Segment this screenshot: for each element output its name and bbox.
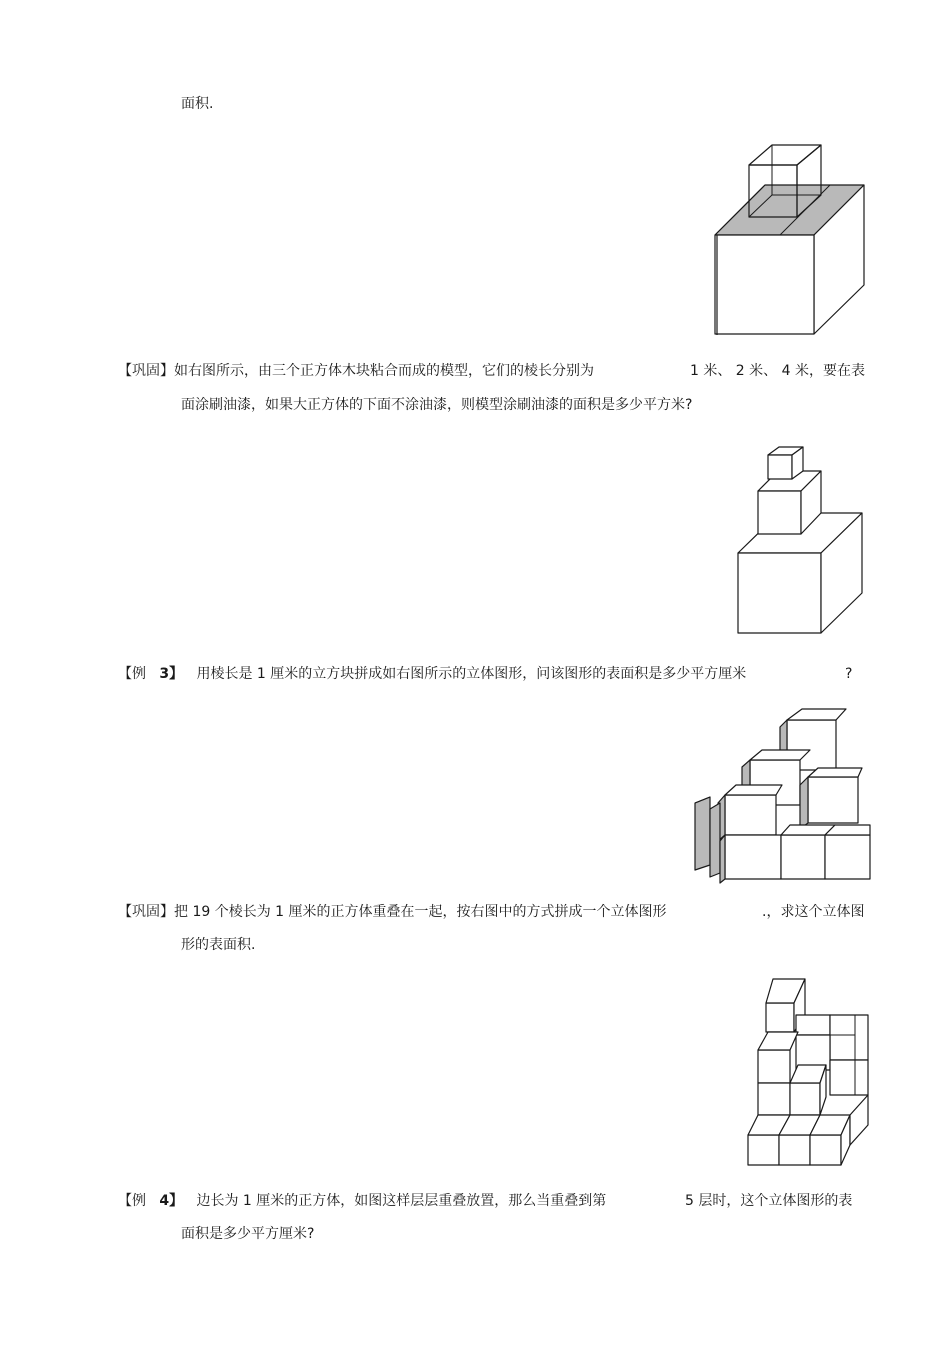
figure-nineteen-cube-stack [740,975,880,1170]
small-cube-front [768,455,792,479]
paragraph-4-line-2: 面积是多少平方厘米? [181,1226,315,1242]
paragraph-1-line-1 [118,363,594,379]
continuation-text: 面积. [181,96,214,112]
front-face [715,235,814,334]
p4-text-b: 5 层时，这个立体图形的表 [685,1193,853,1209]
paragraph-1-line-2: 面涂刷油漆，如果大正方体的下面不涂油漆，则模型涂刷油漆的面积是多少平方米? [181,397,693,413]
mid-cube-front [758,491,801,534]
example-number: 3】 [159,666,184,682]
example-tag-open: 【例 [118,666,146,682]
figure-cube-staircase [690,705,880,885]
big-cube-front [738,553,821,633]
p4-text-a: 边长为 1 厘米的正方体，如图这样层层重叠放置，那么当重叠到第 [196,1193,607,1209]
paragraph-3-line-1 [118,904,667,920]
figure-cube-on-cube [700,135,880,345]
paragraph-3-line-2: 形的表面积. [181,937,256,953]
p3-text-b: .，求这个立体图 [762,904,865,920]
p2-question-mark: ? [845,666,853,682]
example-number-2: 4】 [159,1193,184,1209]
consolidate-tag-2: 【巩固】 [118,904,174,920]
p1-text-b: 1 米、 2 米、 4 米，要在表 [690,363,865,379]
paragraph-2 [118,666,746,682]
paragraph-4-line-1 [118,1193,606,1209]
example-tag-open-2: 【例 [118,1193,146,1209]
figure-three-stacked-cubes [730,440,870,640]
consolidate-tag: 【巩固】 [118,363,174,379]
p3-text-a: 把 19 个棱长为 1 厘米的正方体重叠在一起，按右图中的方式拼成一个立体图形 [174,904,667,920]
p1-text-a: 如右图所示，由三个正方体木块粘合而成的模型，它们的棱长分别为 [174,363,594,379]
p2-text-a: 用棱长是 1 厘米的立方块拼成如右图所示的立体图形，问该图形的表面积是多少平方厘米 [196,666,747,682]
